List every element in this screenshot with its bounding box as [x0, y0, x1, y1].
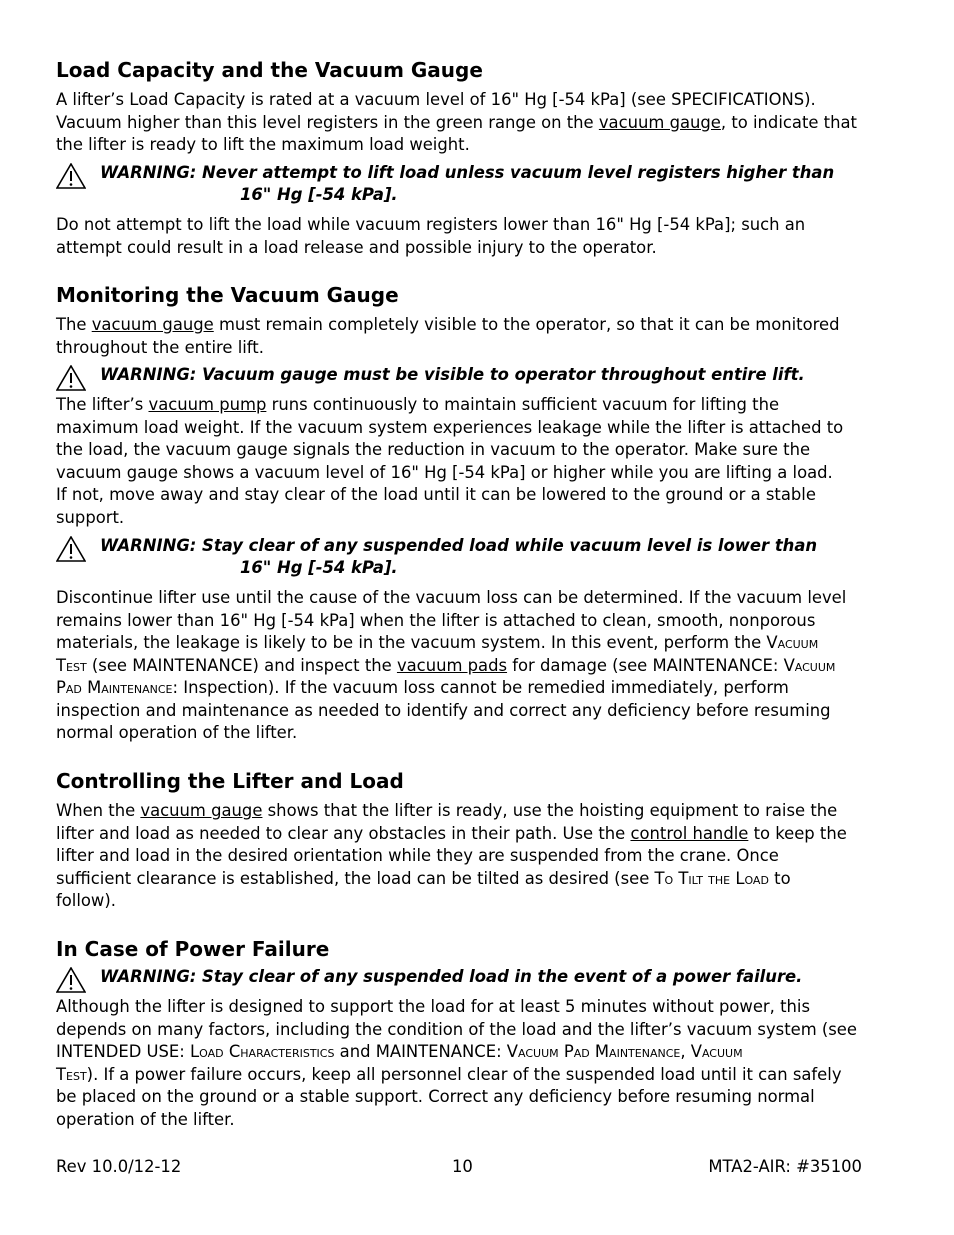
heading-controlling: Controlling the Lifter and Load [56, 769, 404, 793]
warning-text-cont: 16" Hg [-54 kPa]. [240, 185, 398, 204]
paragraph-do-not-lift: Do not attempt to lift the load while vacuum registers lower than 16" Hg [-54 kPa]; such an attempt could result in a load release and possible injury to the operator. [56, 215, 806, 257]
heading-power-failure: In Case of Power Failure [56, 937, 330, 961]
warning-text: WARNING: Never attempt to lift load unless vacuum level registers higher than [100, 163, 835, 182]
warning-text: WARNING: Stay clear of any suspended load while vacuum level is lower than [100, 536, 818, 555]
footer-model: MTA2-AIR: #35100 [708, 1157, 862, 1176]
warning-text-cont: 16" Hg [-54 kPa]. [240, 558, 398, 577]
warning-triangle-icon [56, 967, 86, 993]
footer-page-number: 10 [452, 1157, 473, 1176]
paragraph-power-failure: Although the lifter is designed to support the load for at least 5 minutes without power, this depends on many factors, including the condition of the load and the lifter’s vacuum system (see INTENDED USE: Load Characteristics and MAINTENANCE: Vacuum Pad Maintenance, Vacuum Test). If a power failure occurs, keep all personnel clear of the suspended load until it can safely be placed on the ground or a stable support. Correct any deficiency before resuming normal operation of the lifter. [56, 997, 857, 1129]
paragraph-gauge-visible: The vacuum gauge must remain completely visible to the operator, so that it can be monitored throughout the entire lift. [56, 315, 840, 357]
vacuum-gauge-link[interactable]: vacuum gauge [91, 315, 214, 334]
warning-text: WARNING: Stay clear of any suspended load in the event of a power failure. [100, 967, 803, 986]
heading-load-capacity: Load Capacity and the Vacuum Gauge [56, 58, 483, 82]
paragraph-controlling: When the vacuum gauge shows that the lifter is ready, use the hoisting equipment to raise the lifter and load as needed to clear any obstacles in their path. Use the control handle to keep the lifter and load in the desired orientation while they are suspended from the crane. Once sufficient clearance is established, the load can be tilted as desired (see To Tilt the Load to follow). [56, 801, 847, 910]
heading-monitoring: Monitoring the Vacuum Gauge [56, 283, 399, 307]
vacuum-gauge-link[interactable]: vacuum gauge [140, 801, 263, 820]
paragraph-discontinue-use: Discontinue lifter use until the cause of the vacuum loss can be determined. If the vacuum level remains lower than 16" Hg [-54 kPa] when the lifter is attached to clean, smooth, nonporous materials, the leakage is likely to be in the vacuum system. In this event, perform the Vacuum Test (see MAINTENANCE) and inspect the vacuum pads for damage (see MAINTENANCE: Vacuum Pad Maintenance: Inspection). If the vacuum loss cannot be remedied immediately, perform inspection and maintenance as needed to identify and correct any deficiency before resuming normal operation of the lifter. [56, 588, 847, 742]
control-handle-link[interactable]: control handle [630, 823, 749, 843]
warning-triangle-icon [56, 365, 86, 391]
footer-revision: Rev 10.0/12-12 [56, 1157, 182, 1176]
vacuum-pads-link[interactable]: vacuum pads [396, 655, 508, 675]
vacuum-gauge-link[interactable]: vacuum gauge [598, 112, 721, 132]
paragraph-load-capacity: A lifter’s Load Capacity is rated at a vacuum level of 16" Hg [-54 kPa] (see SPECIFICATIONS). Vacuum higher than this level registers in the green range on the vacuum gauge, to indicate that the lifter is ready to lift the maximum load weight. [56, 90, 857, 154]
paragraph-vacuum-pump: The lifter’s vacuum pump runs continuously to maintain sufficient vacuum for lifting the maximum load weight. If the vacuum system experiences leakage while the lifter is attached to the load, the vacuum gauge signals the reduction in vacuum to the operator. Make sure the vacuum gauge shows a vacuum level of 16" Hg [-54 kPa] or higher while you are lifting a load. If not, move away and stay clear of the load until it can be lowered to the ground or a stable support. [56, 395, 844, 527]
warning-triangle-icon [56, 536, 86, 562]
vacuum-pump-link[interactable]: vacuum pump [148, 395, 267, 414]
warning-text: WARNING: Vacuum gauge must be visible to operator throughout entire lift. [100, 365, 805, 384]
warning-triangle-icon [56, 163, 86, 189]
